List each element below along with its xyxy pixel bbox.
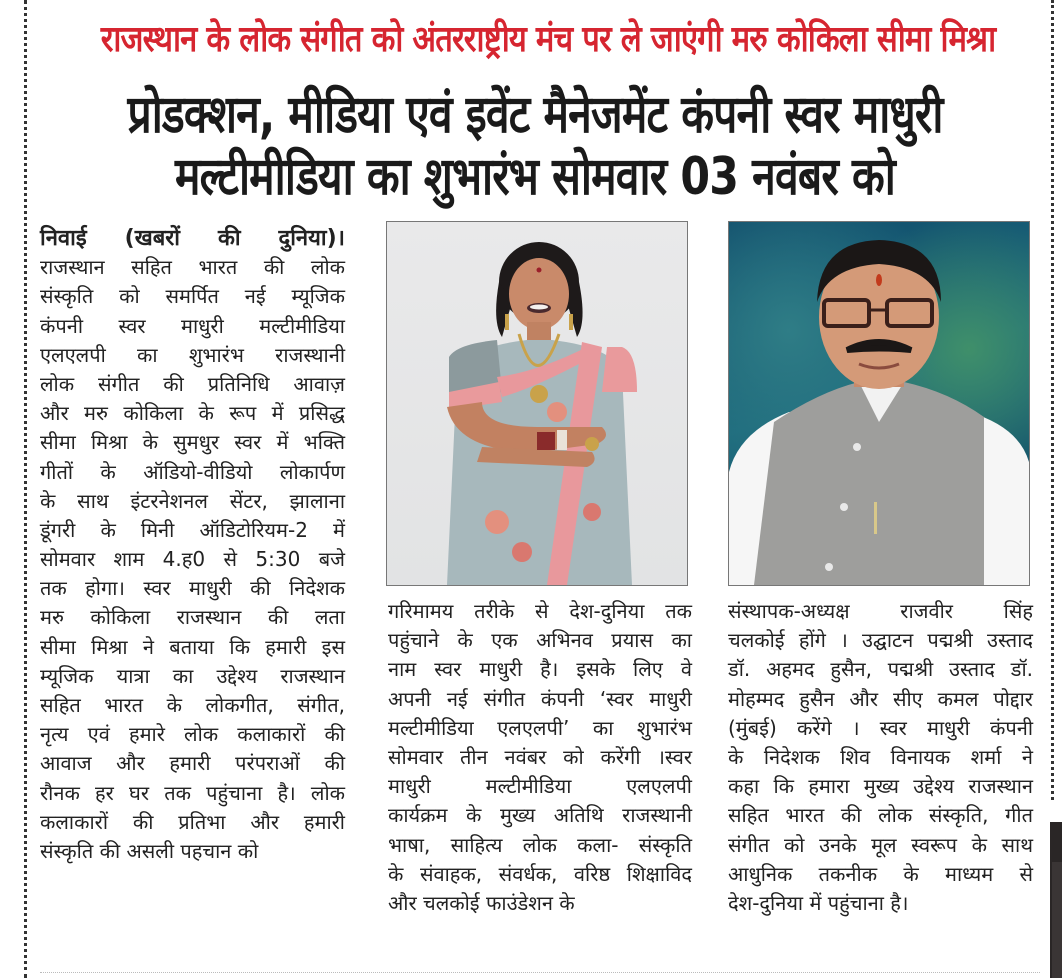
text-line: चलकोई होंगे । उद्घाटन पद्मश्री उस्ताद (728, 628, 1033, 653)
middle-column-body (388, 597, 692, 918)
text-line: मरु कोकिला राजस्थान की लता (40, 605, 345, 630)
text-line: गीतों के ऑडियो-वीडियो लोकार्पण (40, 459, 345, 484)
dateline: निवाई (खबरों की दुनिया)। (40, 226, 345, 251)
text-line: आधुनिक तकनीक के माध्यम से (728, 861, 1033, 886)
adjacent-clipping-edge (1050, 822, 1062, 978)
column-divider-left (24, 0, 27, 978)
text-line: सोमवार शाम 4.ह0 से 5:30 बजे (40, 547, 345, 572)
text-line: और चलकोई फाउंडेशन के (388, 890, 575, 915)
text-line: के निदेशक शिव विनायक शर्मा ने (728, 744, 1033, 769)
text-line: नृत्य एवं हमारे लोक कलाकारों की (40, 722, 345, 747)
text-line: कलाकारों की प्रतिभा और हमारी (40, 809, 345, 834)
photo-shiv-vinayak-sharma (728, 221, 1030, 586)
text-line: आवाज और हमारी परंपराओं की (40, 751, 345, 776)
article-column-right (728, 597, 1033, 918)
text-line: कहा कि हमारा मुख्य उद्देश्य राजस्थान (728, 774, 1033, 799)
text-line: सहित भारत की लोक संस्कृति, गीत (728, 803, 1033, 828)
text-line: म्यूजिक यात्रा का उद्देश्य राजस्थान (40, 663, 345, 688)
right-column-body (728, 597, 1033, 918)
man-portrait-illustration (729, 222, 1029, 585)
text-line: सीमा मिश्रा के सुमधुर स्वर में भक्ति (40, 430, 345, 455)
text-line: और मरु कोकिला के रूप में प्रसिद्ध (40, 401, 345, 426)
text-line: डॉ. अहमद हुसैन, पद्मश्री उस्ताद डॉ. (728, 657, 1033, 682)
text-line: पहुंचाने के एक अभिनव प्रयास का (388, 628, 692, 653)
text-line: एलएलपी का शुभारंभ राजस्थानी (40, 342, 345, 367)
main-headline (30, 84, 1040, 208)
article-column-middle (388, 597, 692, 918)
text-line: के संवाहक, संवर्धक, वरिष्ठ शिक्षाविद (388, 861, 692, 886)
text-line: राजस्थान सहित भारत की लोक (40, 255, 345, 280)
text-line: संस्कृति की असली पहचान को (40, 838, 259, 863)
article-column-left (40, 224, 345, 866)
text-line: संगीत को उनके मूल स्वरूप के साथ (728, 832, 1033, 857)
photo-seema-mishra (386, 221, 688, 586)
left-column-body (40, 253, 345, 866)
text-line: लोक संगीत की प्रतिनिधि आवाज़ (40, 371, 345, 396)
text-line: सहित भारत के लोकगीत, संगीत, (40, 693, 345, 717)
text-line: के साथ इंटरनेशनल सेंटर, झालाना (40, 488, 345, 513)
text-line: तक होगा। स्वर माधुरी की निदेशक (40, 576, 345, 601)
text-line: गरिमामय तरीके से देश-दुनिया तक (388, 599, 692, 623)
column-divider-right (1051, 0, 1054, 800)
kicker-headline: राजस्थान के लोक संगीत को अंतरराष्ट्रीय मंच पर ले जाएंगी मरु कोकिला सीमा मिश्रा (100, 19, 996, 60)
text-line: संस्थापक-अध्यक्ष राजवीर सिंह (728, 599, 1033, 623)
headline-line: प्रोडक्शन, मीडिया एवं इवेंट मैनेजमेंट कंपनी स्वर माधुरी (127, 85, 943, 145)
text-line: मल्टीमीडिया एलएलपी’ का शुभारंभ (388, 715, 692, 740)
text-line: माधुरी मल्टीमीडिया एलएलपी (388, 774, 692, 799)
text-line: डूंगरी के मिनी ऑडिटोरियम-2 में (40, 517, 345, 542)
headline-line: मल्टीमीडिया का शुभारंभ सोमवार 03 नवंबर को (175, 147, 895, 207)
text-line: भाषा, साहित्य लोक कला- संस्कृति (388, 832, 692, 857)
text-line: सोमवार तीन नवंबर को करेंगी ।स्वर (388, 744, 692, 769)
bottom-rule (40, 972, 1040, 973)
woman-portrait-illustration (387, 222, 687, 585)
text-line: कार्यक्रम के मुख्य अतिथि राजस्थानी (388, 803, 692, 828)
text-line: संस्कृति को समर्पित नई म्यूजिक (40, 284, 345, 309)
text-line: (मुंबई) करेंगे । स्वर माधुरी कंपनी (728, 715, 1033, 740)
text-line: अपनी नई संगीत कंपनी ‘स्वर माधुरी (388, 686, 692, 711)
text-line: सीमा मिश्रा ने बताया कि हमारी इस (40, 634, 345, 659)
text-line: देश-दुनिया में पहुंचाना है। (728, 890, 909, 915)
text-line: रौनक हर घर तक पहुंचाना है। लोक (40, 780, 345, 805)
text-line: कंपनी स्वर माधुरी मल्टीमीडिया (40, 313, 345, 338)
text-line: मोहम्मद हुसैन और सीए कमल पोद्दार (728, 686, 1033, 711)
text-line: नाम स्वर माधुरी है। इसके लिए वे (388, 657, 692, 682)
